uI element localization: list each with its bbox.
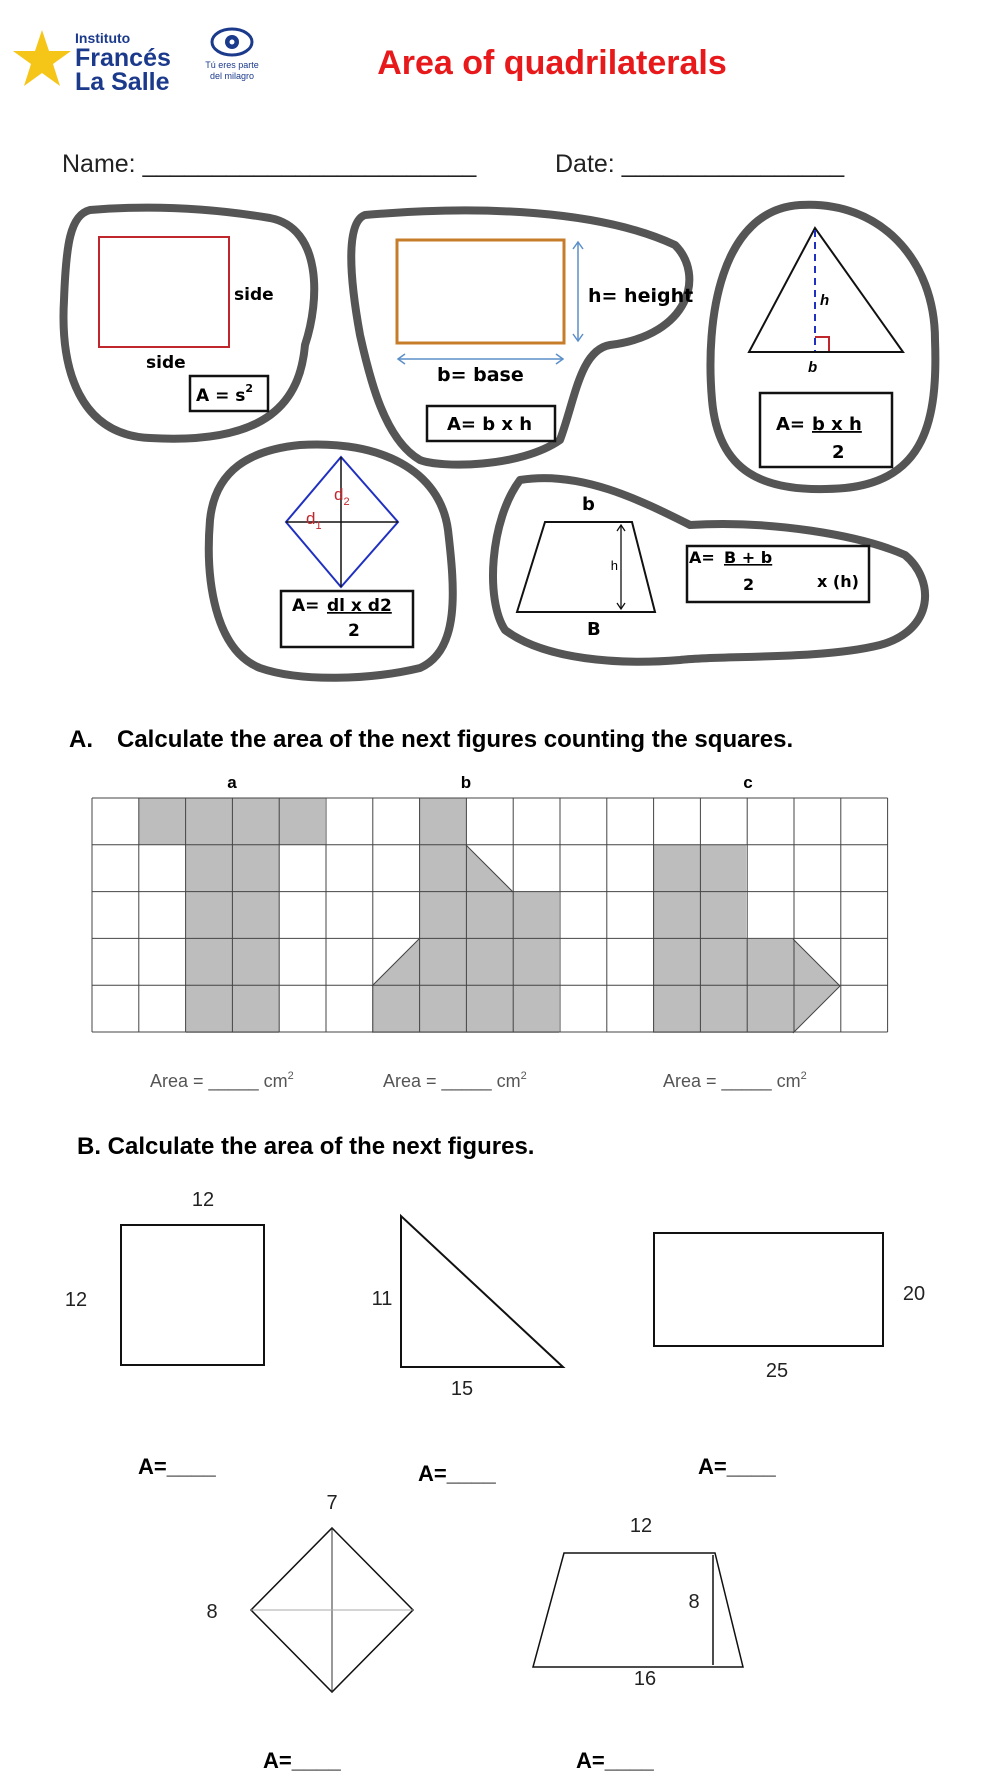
triangle-formula-denominator: 2 <box>832 442 845 463</box>
area-answer-a-exp: 2 <box>287 1070 294 1082</box>
square-formula <box>196 382 253 406</box>
figure-label-c: c <box>743 773 753 792</box>
rhombus-formula-denominator: 2 <box>348 621 360 641</box>
exercise-rhombus-top: 7 <box>326 1492 338 1514</box>
rhombus-d1-label <box>306 509 322 532</box>
exercise-rhombus-answer: A=____ <box>263 1748 341 1773</box>
rectangle-base-label: b= base <box>437 364 524 386</box>
square-formula-card <box>64 208 315 439</box>
figure-label-a: a <box>227 773 237 792</box>
exercise-rhombus-left: 8 <box>206 1601 218 1623</box>
triangle-formula-prefix: A= <box>776 414 806 435</box>
section-a-heading <box>69 726 793 753</box>
trapezoid-formula-multiplier: x (h) <box>817 572 859 591</box>
figure-label-b: b <box>460 773 472 792</box>
square-side-right: side <box>234 285 274 305</box>
trapezoid-h-label: h <box>610 558 618 573</box>
rhombus-d2-sub: 2 <box>343 496 350 508</box>
emblem-line-1: Tú eres parte <box>205 60 259 70</box>
exercise-triangle-answer: A=____ <box>418 1461 496 1486</box>
logo-line-2: Francés <box>75 44 171 72</box>
trapezoid-formula-denominator: 2 <box>743 575 755 594</box>
area-answer-c-text: Area = _____ cm <box>663 1071 801 1091</box>
exercise-rectangle <box>654 1233 925 1479</box>
date-field: Date: ________________ <box>555 150 845 178</box>
area-answer-c <box>663 1070 807 1092</box>
base-arrow <box>398 354 563 364</box>
exercise-triangle-base: 15 <box>450 1378 474 1400</box>
rhombus-formula-numerator: dl x d2 <box>327 596 392 616</box>
exercise-triangle-shape <box>401 1216 563 1367</box>
trapezoid-height-arrow <box>617 525 625 609</box>
trapezoid-top-label: b <box>582 494 595 515</box>
figure-b-column <box>419 845 466 1033</box>
figure-b-left-block <box>372 986 419 1033</box>
exercise-square <box>65 1189 264 1479</box>
rhombus-d1-sub: 1 <box>315 520 322 532</box>
triangle-b-label: b <box>808 359 818 376</box>
exercise-trapezoid-height: 8 <box>688 1591 700 1613</box>
triangle-h-label: h <box>820 292 830 309</box>
exercise-square-top: 12 <box>191 1189 215 1211</box>
trapezoid-formula-numerator: B + b <box>724 548 773 567</box>
exercise-triangle-height: 11 <box>371 1288 393 1310</box>
exercise-triangle <box>372 1216 563 1486</box>
area-answer-c-exp: 2 <box>800 1070 807 1082</box>
trapezoid-bottom-label: B <box>587 619 601 640</box>
counting-grid <box>92 798 888 1033</box>
figure-b-top <box>419 798 466 845</box>
triangle-formula-card <box>710 205 935 489</box>
exercise-rectangle-base: 25 <box>765 1360 789 1382</box>
figure-c-arrow-tip <box>793 939 840 1033</box>
exercise-trapezoid-bottom: 16 <box>633 1668 657 1690</box>
name-field: Name: ________________________ <box>62 150 477 178</box>
exercise-rectangle-shape <box>654 1233 883 1346</box>
square-formula-base: A = s <box>196 386 246 406</box>
rectangle-shape <box>397 240 564 343</box>
area-answer-b-text: Area = _____ cm <box>383 1071 521 1091</box>
section-a-heading-text: Calculate the area of the next figures counting the squares. <box>117 726 794 753</box>
square-side-bottom: side <box>146 353 186 373</box>
exercise-trapezoid-answer: A=____ <box>576 1748 654 1773</box>
exercise-square-answer: A=____ <box>138 1454 216 1479</box>
area-answer-a <box>150 1070 294 1092</box>
area-answer-b <box>383 1070 527 1092</box>
grid-fill <box>139 798 840 1033</box>
logo-line-1: Instituto <box>75 30 131 46</box>
school-logo <box>13 30 171 96</box>
area-answer-a-text: Area = _____ cm <box>150 1071 288 1091</box>
figure-b-right-block <box>466 892 559 1033</box>
exercise-rectangle-answer: A=____ <box>698 1454 776 1479</box>
rectangle-formula-card <box>351 210 693 464</box>
trapezoid-formula-card <box>493 478 925 662</box>
star-icon <box>13 30 71 86</box>
figure-c-bottom <box>653 939 793 1033</box>
height-arrow <box>573 242 583 341</box>
exercise-rectangle-height: 20 <box>902 1283 926 1305</box>
rhombus-d1-main: d <box>306 509 316 528</box>
rhombus-d2-main: d <box>334 485 344 504</box>
square-shape <box>99 237 229 347</box>
exercise-square-left: 12 <box>64 1289 88 1311</box>
trapezoid-shape <box>517 522 655 612</box>
eye-icon <box>212 29 252 55</box>
section-a-letter: A. <box>69 726 93 753</box>
exercise-trapezoid-shape <box>533 1553 743 1667</box>
rhombus-formula-card <box>209 444 453 677</box>
exercise-trapezoid <box>533 1515 743 1773</box>
rhombus-formula-prefix: A= <box>292 596 320 616</box>
triangle-shape <box>749 228 903 352</box>
triangle-formula-numerator: b x h <box>812 414 862 435</box>
trapezoid-formula-prefix: A= <box>689 548 715 567</box>
exercise-trapezoid-top: 12 <box>629 1515 653 1537</box>
rectangle-formula: A= b x h <box>447 414 533 435</box>
exercise-rhombus <box>206 1492 413 1773</box>
right-angle-mark <box>815 337 829 351</box>
exercise-square-shape <box>121 1225 264 1365</box>
rhombus-d2-label <box>334 485 350 508</box>
rectangle-height-label: h= height <box>588 285 694 307</box>
area-answer-b-exp: 2 <box>520 1070 527 1082</box>
emblem <box>205 29 259 81</box>
square-formula-exponent: 2 <box>245 382 254 395</box>
emblem-line-2: del milagro <box>209 71 255 81</box>
logo-line-3: La Salle <box>75 68 170 96</box>
page-title: Area of quadrilaterals <box>377 44 727 82</box>
section-b-heading: B. Calculate the area of the next figures. <box>77 1133 535 1160</box>
